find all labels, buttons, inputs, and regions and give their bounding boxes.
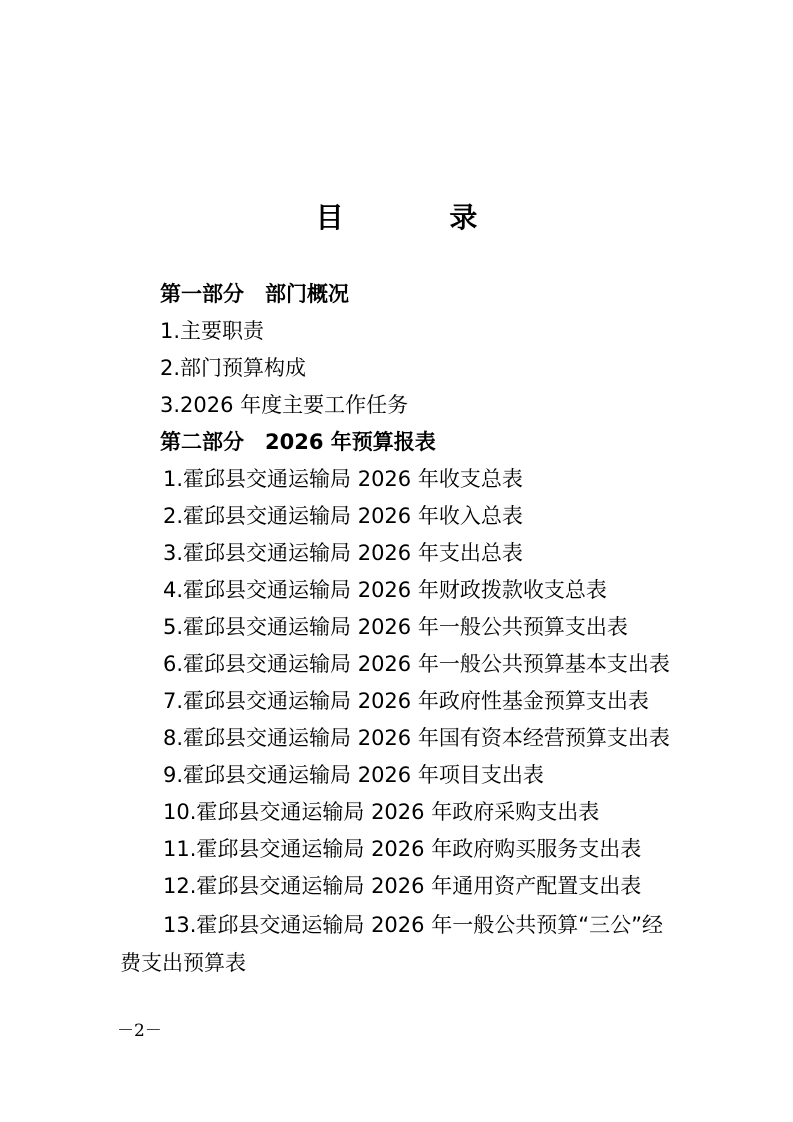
toc-item: 3.霍邱县交通运输局 2026 年支出总表 [163,541,523,565]
toc-item-continuation: 费支出预算表 [120,951,246,975]
toc-item: 1.霍邱县交通运输局 2026 年收支总表 [163,467,523,491]
toc-item: 10.霍邱县交通运输局 2026 年政府采购支出表 [163,800,600,824]
toc-item: 8.霍邱县交通运输局 2026 年国有资本经营预算支出表 [163,726,670,750]
toc-item: 11.霍邱县交通运输局 2026 年政府购买服务支出表 [163,837,642,861]
toc-item: 2.部门预算构成 [160,356,307,380]
part1-heading: 第一部分 部门概况 [160,282,349,306]
toc-title: 目 录 [315,201,526,234]
toc-item: 3.2026 年度主要工作任务 [160,393,409,417]
toc-item: 7.霍邱县交通运输局 2026 年政府性基金预算支出表 [163,689,649,713]
toc-item: 9.霍邱县交通运输局 2026 年项目支出表 [163,763,544,787]
toc-item: 12.霍邱县交通运输局 2026 年通用资产配置支出表 [163,874,642,898]
toc-item: 5.霍邱县交通运输局 2026 年一般公共预算支出表 [163,615,628,639]
page-number: －2－ [117,1021,162,1041]
toc-item: 1.主要职责 [160,319,265,343]
toc-item: 2.霍邱县交通运输局 2026 年收入总表 [163,504,523,528]
toc-item: 4.霍邱县交通运输局 2026 年财政拨款收支总表 [163,578,607,602]
part2-heading: 第二部分 2026 年预算报表 [160,430,436,454]
toc-item: 6.霍邱县交通运输局 2026 年一般公共预算基本支出表 [163,652,670,676]
toc-item: 13.霍邱县交通运输局 2026 年一般公共预算“三公”经 [163,913,663,937]
